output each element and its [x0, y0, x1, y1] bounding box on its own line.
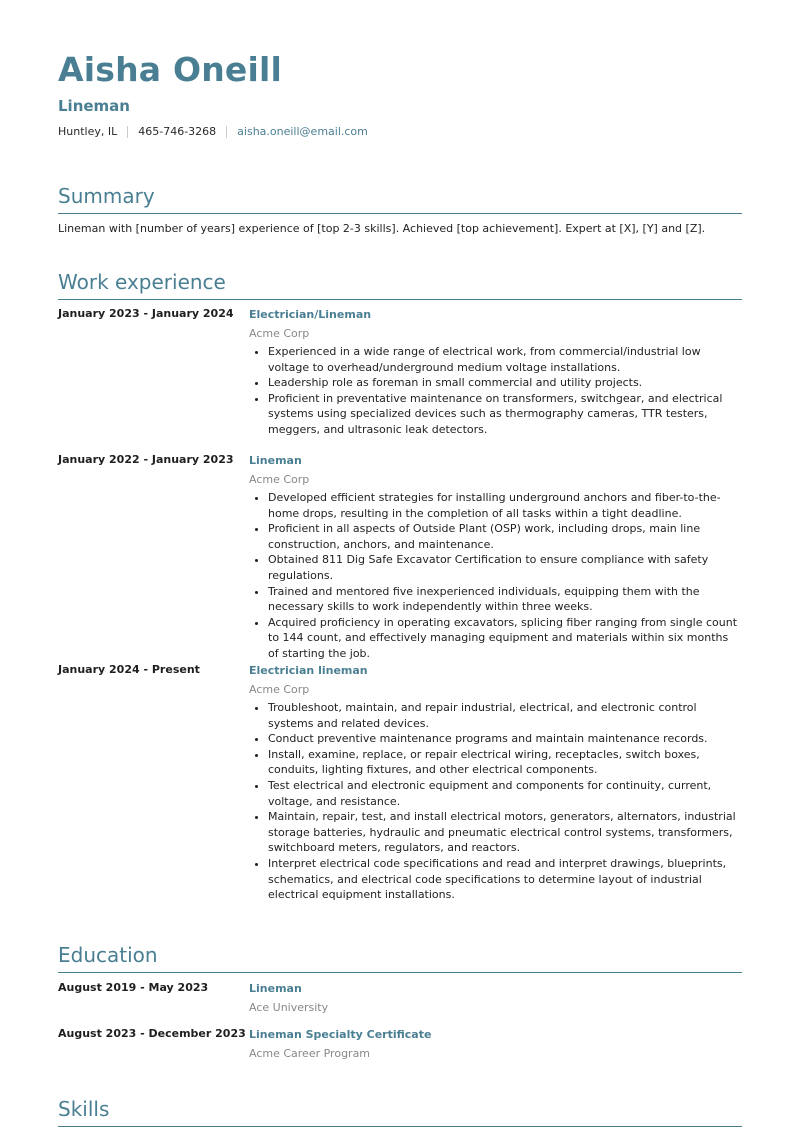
summary-heading: Summary: [58, 184, 155, 208]
education-entry-body: [249, 1027, 742, 1062]
responsibility-item: • Troubleshoot, maintain, and repair industrial, electrical, and electronic control systems and related devices.: [268, 700, 742, 731]
location-text: Huntley, IL: [58, 125, 118, 138]
responsibility-list: [249, 344, 742, 438]
job-title: Lineman: [249, 454, 302, 467]
company-name: Acme Corp: [249, 473, 310, 486]
summary-divider: [58, 213, 742, 214]
school-name: Ace University: [249, 1001, 329, 1014]
responsibility-item: • Maintain, repair, test, and install electrical motors, generators, alternators, industrial storage batteries, hydraulic and pneumatic electrical control systems, transformers, switchboard meters, regulators, and reactors.: [268, 809, 742, 856]
work-entry-body: [249, 453, 742, 662]
responsibility-item: • Leadership role as foreman in small commercial and utility projects.: [268, 375, 742, 391]
work-dates: January 2023 - January 2024: [58, 307, 234, 320]
work-experience-divider: [58, 299, 742, 300]
responsibility-item: • Conduct preventive maintenance programs and maintain maintenance records.: [268, 731, 742, 747]
responsibility-item: • Acquired proficiency in operating excavators, splicing fiber ranging from single count to 144 count, and effectively managing equipment and materials within six months of starting the job.: [268, 615, 742, 662]
education-dates: August 2019 - May 2023: [58, 981, 209, 994]
contact-line: [58, 125, 368, 138]
education-heading: Education: [58, 943, 158, 967]
company-name: Acme Corp: [249, 683, 310, 696]
responsibility-item: • Install, examine, replace, or repair electrical wiring, receptacles, switch boxes, conduits, lighting fixtures, and other electrical components.: [268, 747, 742, 778]
contact-divider: [127, 126, 128, 138]
work-experience-heading: Work experience: [58, 270, 226, 294]
education-divider: [58, 972, 742, 973]
email-link[interactable]: aisha.oneill@email.com: [237, 125, 368, 138]
phone-text: 465-746-3268: [138, 125, 217, 138]
responsibility-item: • Proficient in preventative maintenance on transformers, switchgear, and electrical systems using specialized devices such as thermography cameras, TTR testers, meggers, and ultrasonic leak detectors.: [268, 391, 742, 438]
skills-heading: Skills: [58, 1097, 110, 1121]
responsibility-item: • Interpret electrical code specifications and read and interpret drawings, blueprints, schematics, and electrical code specifications to determine layout of industrial electrical equipment installations.: [268, 856, 742, 903]
candidate-role: Lineman: [58, 97, 130, 115]
responsibility-item: • Obtained 811 Dig Safe Excavator Certification to ensure compliance with safety regulations.: [268, 552, 742, 583]
education-entry-body: [249, 981, 742, 1016]
job-title: Electrician lineman: [249, 664, 368, 677]
school-name: Acme Career Program: [249, 1047, 371, 1060]
responsibility-item: • Trained and mentored five inexperienced individuals, equipping them with the necessary skills to work independently within three weeks.: [268, 584, 742, 615]
work-dates: January 2024 - Present: [58, 663, 200, 676]
summary-text: Lineman with [number of years] experience of [top 2-3 skills]. Achieved [top achievement]. Expert at [X], [Y] and [Z].: [58, 222, 706, 235]
responsibility-list: [249, 490, 742, 662]
job-title: Electrician/Lineman: [249, 308, 372, 321]
contact-divider: [226, 126, 227, 138]
responsibility-item: • Proficient in all aspects of Outside Plant (OSP) work, including drops, main line construction, anchors, and maintenance.: [268, 521, 742, 552]
responsibility-item: • Experienced in a wide range of electrical work, from commercial/industrial low voltage to overhead/underground medium voltage installations.: [268, 344, 742, 375]
degree-title: Lineman Specialty Certificate: [249, 1028, 432, 1041]
work-entry-body: [249, 663, 742, 903]
candidate-name: Aisha Oneill: [58, 50, 283, 89]
education-dates: August 2023 - December 2023: [58, 1027, 246, 1040]
degree-title: Lineman: [249, 982, 302, 995]
work-entry-body: [249, 307, 742, 438]
work-dates: January 2022 - January 2023: [58, 453, 234, 466]
responsibility-item: • Test electrical and electronic equipment and components for continuity, current, voltage, and resistance.: [268, 778, 742, 809]
company-name: Acme Corp: [249, 327, 310, 340]
responsibility-item: • Developed efficient strategies for installing underground anchors and fiber-to-the-home drops, resulting in the completion of all tasks within a tight deadline.: [268, 490, 742, 521]
skills-divider: [58, 1126, 742, 1127]
responsibility-list: [249, 700, 742, 903]
